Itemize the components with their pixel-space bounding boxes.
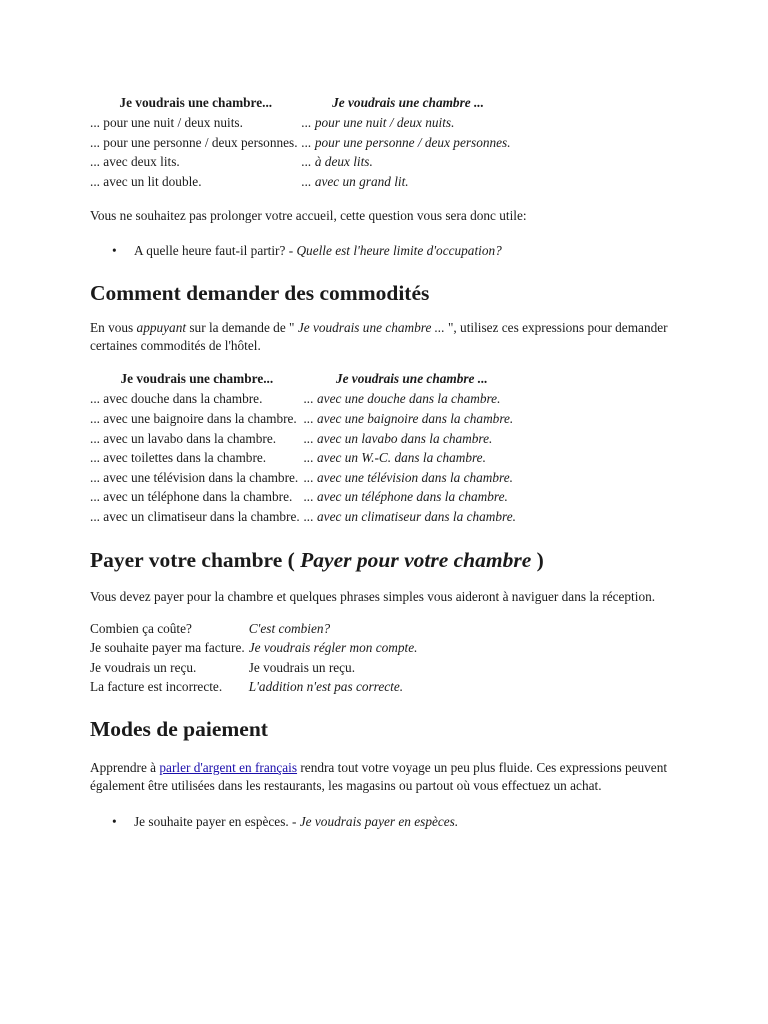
heading-pay-italic: Payer pour votre chambre — [300, 547, 532, 572]
phrase-right: ... avec un téléphone dans la chambre. — [303, 489, 508, 505]
table-row — [90, 487, 520, 507]
phrase-left: ... avec un climatiseur dans la chambre. — [90, 508, 300, 524]
column-header-right: Je voudrais une chambre ... — [335, 371, 488, 387]
heading-pay-room — [90, 546, 690, 574]
phrase-right: ... avec un grand lit. — [301, 173, 409, 189]
document-page — [90, 93, 690, 831]
table-row — [90, 448, 520, 468]
phrase-left: ... avec un lit double. — [90, 173, 202, 189]
phrase-left: ... avec une baignoire dans la chambre. — [90, 410, 297, 426]
phrase-right: C'est combien? — [248, 620, 331, 636]
table-row — [90, 152, 515, 172]
bullet-icon: • — [112, 243, 117, 259]
phrase-left: ... pour une personne / deux personnes. — [90, 134, 298, 150]
phrase-right: ... avec une télévision dans la chambre. — [303, 469, 513, 485]
bullet-text-italic: Quelle est l'heure limite d'occupation? — [296, 243, 502, 259]
phrase-right: ... avec un W.-C. dans la chambre. — [303, 450, 486, 466]
table-row — [90, 658, 421, 678]
phrase-left: ... avec un téléphone dans la chambre. — [90, 489, 293, 505]
table-row — [90, 172, 515, 192]
amenities-intro — [90, 319, 690, 355]
list-item — [90, 242, 690, 260]
bullet-icon: • — [112, 813, 117, 829]
phrase-right: Je voudrais régler mon compte. — [248, 640, 418, 656]
amenities-text-italic-2: Je voudrais une chambre ... — [297, 320, 445, 336]
phrase-left: La facture est incorrecte. — [90, 679, 223, 695]
phrase-left: ... avec une télévision dans la chambre. — [90, 469, 299, 485]
checkout-list — [90, 242, 690, 260]
bullet-text-italic: Je voudrais payer en espèces. — [299, 813, 459, 829]
table-row — [90, 677, 421, 697]
phrase-left: ... avec deux lits. — [90, 154, 180, 170]
phrase-left: Je souhaite payer ma facture. — [90, 640, 245, 656]
pay-phrase-table — [90, 619, 421, 697]
phrase-left: ... avec toilettes dans la chambre. — [90, 450, 267, 466]
column-header-left: Je voudrais une chambre... — [119, 95, 273, 110]
pay-table-body — [90, 619, 421, 697]
phrase-left: ... pour une nuit / deux nuits. — [90, 115, 243, 130]
pay-intro: Vous devez payer pour la chambre et quelques phrases simples vous aideront à naviguer dans la réception. — [90, 588, 656, 604]
phrase-left: Combien ça coûte? — [90, 620, 192, 636]
room-phrase-table — [90, 93, 515, 191]
phrase-left: Je voudrais un reçu. — [90, 659, 197, 675]
modes-text-2: rendra tout votre voyage un peu plus fluide. Ces expressions peuvent également être utilisées dans les restaurants, les magasins ou partout où vous effectuez un achat. — [90, 759, 668, 793]
table-row — [90, 507, 520, 527]
table-row — [90, 638, 421, 658]
modes-text-1: Apprendre à — [90, 759, 160, 775]
amenities-text-1: En vous — [90, 320, 137, 336]
heading-amenities: Comment demander des commodités — [90, 281, 430, 306]
phrase-left: ... avec douche dans la chambre. — [90, 391, 263, 407]
table-row — [90, 389, 520, 409]
list-item — [90, 813, 690, 831]
amenities-table-body — [90, 369, 520, 526]
bullet-text: Je souhaite payer en espèces. - — [134, 813, 297, 829]
phrase-right: Je voudrais un reçu. — [248, 659, 356, 675]
modes-list — [90, 813, 690, 831]
modes-intro — [90, 759, 690, 795]
amenities-phrase-table — [90, 369, 520, 526]
table-header-row — [90, 93, 515, 113]
table-row — [90, 468, 520, 488]
amenities-text-3: ", utilisez ces expressions pour demander certaines commodités de l'hôtel. — [90, 320, 668, 354]
phrase-right: ... avec un lavabo dans la chambre. — [303, 430, 493, 446]
column-header-left: Je voudrais une chambre... — [120, 371, 274, 387]
phrase-right: ... avec une douche dans la chambre. — [303, 391, 501, 407]
phrase-right: ... avec un climatiseur dans la chambre. — [303, 508, 516, 524]
table-row — [90, 619, 421, 639]
amenities-text-2: sur la demande de " — [186, 320, 298, 336]
phrase-right: ... pour une nuit / deux nuits. — [301, 115, 455, 130]
money-french-link[interactable]: parler d'argent en français — [159, 759, 298, 775]
checkout-intro: Vous ne souhaitez pas prolonger votre accueil, cette question vous sera donc utile: — [90, 208, 527, 224]
phrase-right: ... pour une personne / deux personnes. — [301, 134, 511, 150]
table-row — [90, 133, 515, 153]
room-table-body — [90, 93, 515, 191]
table-row — [90, 409, 520, 429]
amenities-text-italic-1: appuyant — [136, 320, 187, 336]
heading-payment-modes: Modes de paiement — [90, 716, 268, 741]
phrase-right: ... à deux lits. — [301, 154, 373, 170]
column-header-right: Je voudrais une chambre ... — [332, 95, 484, 110]
bullet-text: A quelle heure faut-il partir? - — [134, 243, 294, 259]
phrase-right: ... avec une baignoire dans la chambre. — [303, 410, 514, 426]
table-row — [90, 429, 520, 449]
heading-pay-text: Payer votre chambre ( — [90, 547, 301, 572]
table-row — [90, 113, 515, 133]
table-header-row — [90, 369, 520, 389]
heading-pay-close: ) — [531, 547, 544, 572]
phrase-right: L'addition n'est pas correcte. — [248, 679, 404, 695]
phrase-left: ... avec un lavabo dans la chambre. — [90, 430, 277, 446]
